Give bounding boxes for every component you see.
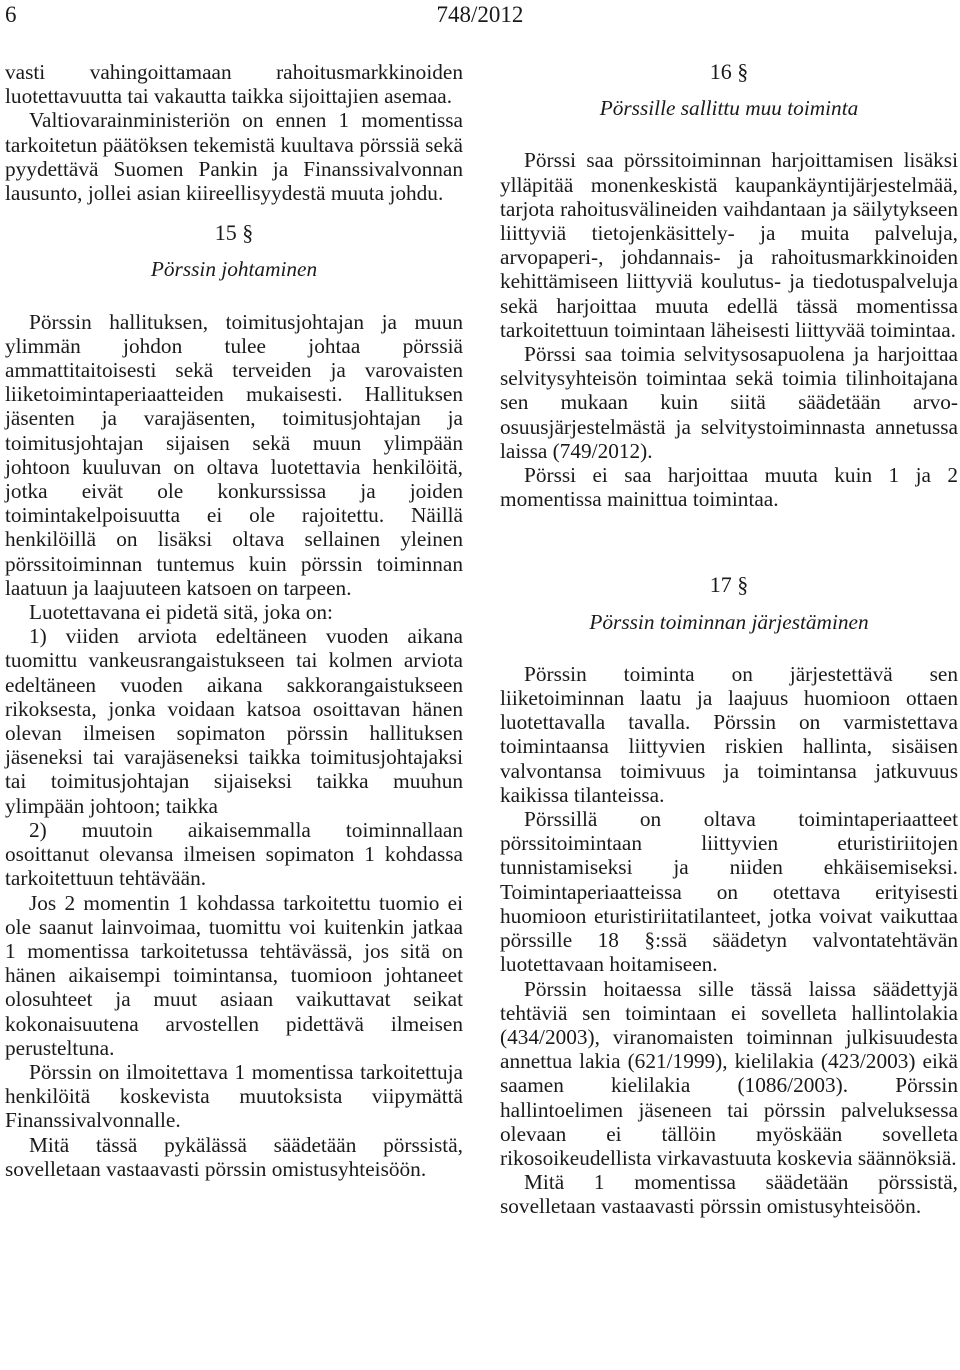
section-number: 17 § [709, 572, 749, 598]
paragraph: Pörssi saa toimia selvitysosapuolena ja harjoittaa selvitysyhteisön toimintaa sekä toimia tilinhoitajana sen mukaan kuin siitä säädetään arvo-osuusjärjestelmästä ja selvitystoiminnasta annetussa laissa (749/2012). [500, 342, 958, 463]
paragraph: Pörssi ei saa harjoittaa muuta kuin 1 ja 2 momentissa mainittua toimintaa. [500, 463, 958, 512]
paragraph: Valtiovarainministeriön on ennen 1 momentissa tarkoitetun päätöksen tekemistä kuultava pörssiä sekä pyydettävä Suomen Pankin ja Finanssivalvonnan lausunto, jollei asian kiireellisyydestä muuta johdu. [5, 108, 463, 206]
page-header [0, 0, 960, 40]
paragraph: Pörssin toiminta on järjestettävä sen liiketoiminnan laatu ja laajuus huomioon ottaen luotettavalla tavalla. Pörssin on varmistettava toimintaansa liittyvien riskien hallinta, sisäisen valvontansa toimivuus ja toimintansa jatkuvuus kaikissa tilanteissa. [500, 661, 958, 807]
document-id: 748/2012 [436, 2, 524, 27]
paragraph: Pörssillä on oltava toimintaperiaatteet pörssitoimintaan liittyvien eturistiriitojen tunnistamiseksi ja niiden ehkäisemiseksi. Toimintaperiaatteissa on otettava erityisesti huomioon eturistiriitatilanteet, jotka voivat vaikuttaa pörssille 18 §:ssä säädetyn valvontatehtävän luotettavaan hoitamiseen. [500, 807, 958, 977]
list-item: 2) muutoin aikaisemmalla toiminnallaan osoittanut olevansa ilmeisen sopimaton 1 kohdassa tarkoitettuun tehtävään. [5, 817, 463, 891]
paragraph: Pörssi saa pörssitoiminnan harjoittamisen lisäksi ylläpitää monenkeskistä kaupankäyntijärjestelmää, tarjota rahoitusvälineiden vaihdantaan ja säilytykseen liittyviä tietojenkäsittely- ja muita palveluja, arvopaperi-, johdannais- ja rahoitusmarkkinoiden kehittämiseen liittyviä koulutus- ja tiedotuspalveluja sekä harjoittaa muuta edellä tässä momentissa tarkoitettuun toimintaan läheisesti liittyvää toimintaa. [500, 148, 958, 342]
paragraph: Pörssin hallituksen, toimitusjohtajan ja muun ylimmän johdon tulee johtaa pörssiä ammattitaitoisesti sekä terveiden ja varovaisten liiketoimintaperiaatteiden mukaisesti. Hallituksen jäsenten ja varajäsenten, toimitusjohtajan ja toimitusjohtajan sijaisen sekä muun ylimpään johtoon kuuluvan on oltava luotettavia henkilöitä, jotka eivät ole konkurssissa ja joiden toimintakelpoisuutta ei ole rajoitettu. Näillä henkilöillä on lisäksi oltava sellainen yleinen pörssitoiminnan tuntemus kuin pörssin toiminnan laatuun ja laajuuteen katsoen on tarpeen. [5, 309, 463, 600]
section-title: Pörssin johtaminen [150, 257, 318, 282]
left-column [5, 60, 463, 1181]
section-title: Pörssille sallittu muu toiminta [599, 96, 859, 121]
paragraph: Mitä 1 momentissa säädetään pörssistä, sovelletaan vastaavasti pörssin omistusyhteisöön. [500, 1170, 958, 1219]
right-column [500, 60, 958, 1219]
paragraph: Mitä tässä pykälässä säädetään pörssistä, sovelletaan vastaavasti pörssin omistusyhteisöön. [5, 1132, 463, 1181]
paragraph: Pörssin on ilmoitettava 1 momentissa tarkoitettuja henkilöitä koskevista muutoksista viipymättä Finanssivalvonnalle. [5, 1059, 463, 1133]
section-title: Pörssin toiminnan järjestäminen [589, 609, 869, 634]
section-number: 16 § [709, 59, 749, 84]
section-number: 15 § [214, 220, 254, 246]
list-item: 1) viiden arviota edeltäneen vuoden aikana tuomittu vankeusrangaistukseen tai kolmen arviota edeltäneen vuoden aikana sakkorangaistukseen rikoksesta, jonka voidaan katsoa osoittavan hänen olevan ilmeisen sopimaton pörssin hallituksen jäseneksi tai varajäseneksi taikka toimitusjohtajaksi tai toimitusjohtajan sijaiseksi taikka muuhun ylimpään johtoon; taikka [5, 624, 463, 818]
paragraph: vasti vahingoittamaan rahoitusmarkkinoiden luotettavuutta tai vakautta taikka sijoittajien asemaa. [5, 60, 463, 109]
paragraph: Luotettavana ei pidetä sitä, joka on: [29, 600, 333, 625]
paragraph: Pörssin hoitaessa sille tässä laissa säädettyjä tehtäviä sen toimintaan ei sovelleta hallintolakia (434/2003), viranomaisten toiminnan julkisuudesta annettua lakia (621/1999), kielilakia (423/2003) eikä saamen kielilakia (1086/2003). Pörssin hallintoelimen jäseneen tai pörssin palveluksessa olevaan ei tällöin myöskään sovelleta rikosoikeudellista virkavastuuta koskevia säännöksiä. [500, 976, 958, 1170]
page-number: 6 [5, 2, 17, 27]
paragraph: Jos 2 momentin 1 kohdassa tarkoitettu tuomio ei ole saanut lainvoimaa, tuomittu voi kuitenkin jatkaa 1 momentissa tarkoitetussa tehtävässä, jos sitä on hänen aikaisempi toimintansa, tuomioon johtaneet olosuhteet ja muut asiaan vaikuttavat seikat kokonaisuutena arvostellen pidettävä ilmeisen perusteltuna. [5, 890, 463, 1060]
